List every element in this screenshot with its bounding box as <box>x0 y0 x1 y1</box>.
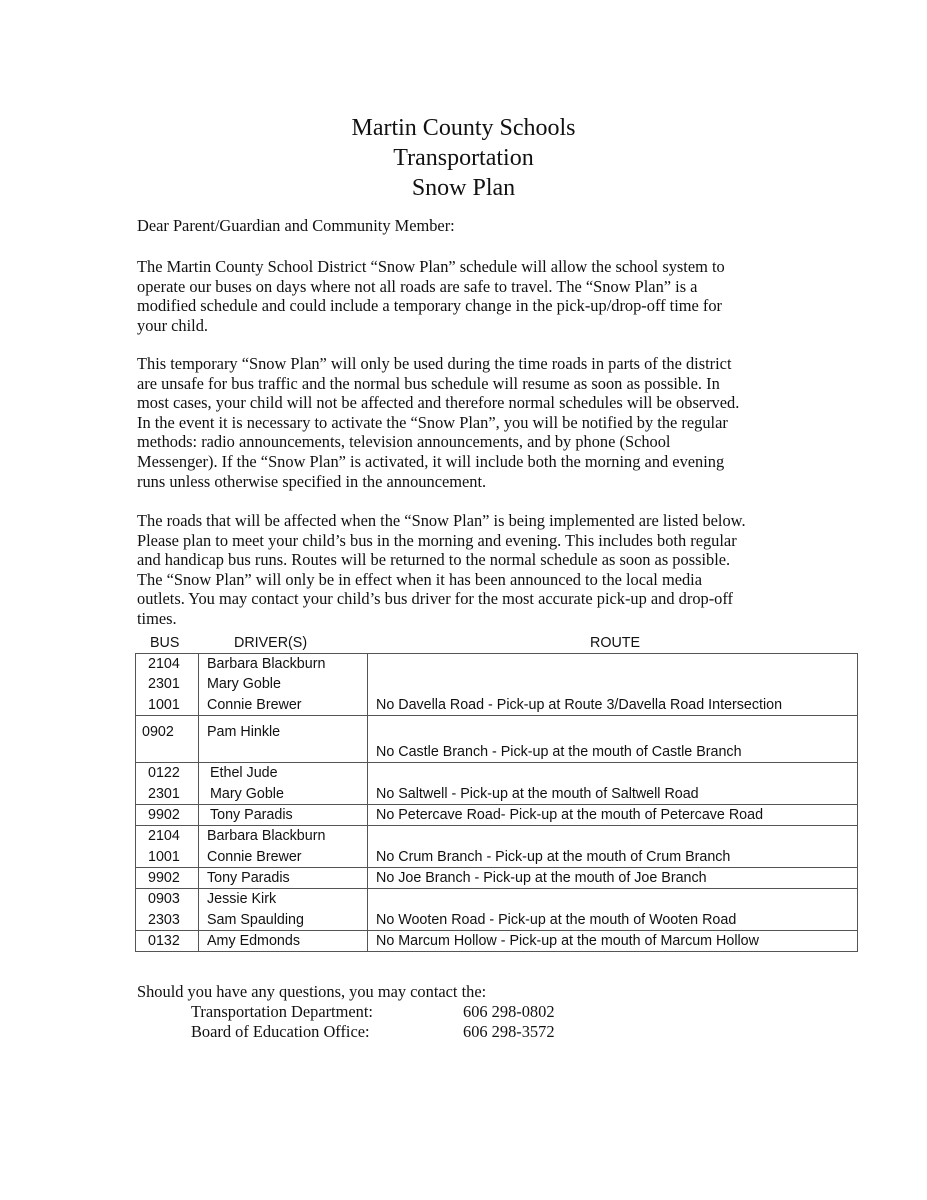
contact-label: Transportation Department: <box>191 1002 373 1021</box>
cell-spacer <box>199 742 367 762</box>
paragraph-line: most cases, your child will not be affected and therefore normal schedules will be observed. <box>137 393 740 413</box>
route-cell <box>368 930 858 951</box>
paragraph-line: This temporary “Snow Plan” will only be used during the time roads in parts of the district <box>137 354 732 373</box>
route-cell <box>368 889 858 931</box>
paragraph-line: times. <box>137 608 177 628</box>
table-row <box>136 805 858 826</box>
driver-name: Jessie Kirk <box>207 891 277 908</box>
column-header-bus: BUS <box>150 635 180 651</box>
route-cell <box>368 826 858 868</box>
driver-name: Tony Paradis <box>210 807 293 824</box>
driver-cell <box>199 654 368 716</box>
bus-number: 2104 <box>148 828 180 845</box>
paragraph-line: are unsafe for bus traffic and the normal bus schedule will resume as soon as possible. In <box>137 373 720 393</box>
paragraph-line: The “Snow Plan” will only be in effect when it has been announced to the local media <box>137 569 703 589</box>
route-description: No Castle Branch - Pick-up at the mouth of Castle Branch <box>376 744 742 761</box>
route-description: No Wooten Road - Pick-up at the mouth of Wooten Road <box>376 911 737 928</box>
bus-cell <box>136 763 199 805</box>
contact-phone: 606 298-3572 <box>463 1022 555 1041</box>
paragraph-line: The Martin County School District “Snow Plan” schedule will allow the school system to <box>137 257 725 276</box>
bus-number: 0903 <box>148 891 180 908</box>
salutation-text: Dear Parent/Guardian and Community Member: <box>137 216 455 235</box>
driver-name: Sam Spaulding <box>207 911 304 928</box>
driver-name: Mary Goble <box>210 785 284 802</box>
contact-phone: 606 298-0802 <box>463 1002 555 1021</box>
paragraph-3 <box>137 511 817 629</box>
paragraph-line: outlets. You may contact your child’s bus driver for the most accurate pick-up and drop-off <box>137 589 733 609</box>
paragraph-line: The roads that will be affected when the “Snow Plan” is being implemented are listed below. <box>137 511 746 530</box>
bus-number: 0122 <box>148 765 180 782</box>
contact-intro: Should you have any questions, you may contact the: <box>137 982 487 1001</box>
driver-name: Barbara Blackburn <box>207 656 326 672</box>
driver-cell <box>199 715 368 763</box>
bus-number: 0132 <box>148 932 180 949</box>
table-row <box>136 654 858 716</box>
salutation <box>137 216 817 236</box>
driver-name: Connie Brewer <box>207 848 302 865</box>
bus-number: 2301 <box>148 676 180 693</box>
paragraph-line: methods: radio announcements, television announcements, and by phone (School <box>137 432 671 452</box>
route-description: No Petercave Road- Pick-up at the mouth of Petercave Road <box>376 807 764 824</box>
document-title <box>0 113 927 203</box>
driver-name: Tony Paradis <box>207 869 290 886</box>
column-header-route: ROUTE <box>590 635 641 651</box>
table-row <box>136 715 858 763</box>
driver-name: Amy Edmonds <box>207 932 300 949</box>
driver-name: Pam Hinkle <box>207 723 281 740</box>
bus-number: 2301 <box>148 785 180 802</box>
bus-cell <box>136 715 199 763</box>
paragraph-line: runs unless otherwise specified in the announcement. <box>137 471 487 491</box>
bus-cell <box>136 654 199 716</box>
route-description: No Marcum Hollow - Pick-up at the mouth of Marcum Hollow <box>376 932 759 949</box>
route-cell <box>368 715 858 763</box>
driver-cell <box>199 930 368 951</box>
contact-entry <box>137 1002 555 1022</box>
driver-name: Mary Goble <box>207 676 281 693</box>
table-row <box>136 763 858 805</box>
driver-cell <box>199 889 368 931</box>
paragraph-line: your child. <box>137 315 209 335</box>
route-description: No Joe Branch - Pick-up at the mouth of Joe Branch <box>376 869 707 886</box>
driver-name: Connie Brewer <box>207 696 302 713</box>
bus-cell <box>136 930 199 951</box>
driver-name: Ethel Jude <box>210 765 278 782</box>
contact-section <box>137 982 555 1042</box>
snow-plan-routes-table <box>135 653 858 952</box>
column-header-drivers: DRIVER(S) <box>234 635 308 651</box>
driver-name: Barbara Blackburn <box>207 828 326 845</box>
driver-cell <box>199 867 368 888</box>
bus-number: 0902 <box>142 723 174 740</box>
route-cell <box>368 654 858 716</box>
paragraph-1 <box>137 257 817 335</box>
title-line-3: Snow Plan <box>411 175 516 201</box>
paragraph-line: operate our buses on days where not all roads are safe to travel. The “Snow Plan” is a <box>137 276 698 296</box>
driver-cell <box>199 805 368 826</box>
route-description: No Crum Branch - Pick-up at the mouth of Crum Branch <box>376 848 731 865</box>
bus-number: 9902 <box>148 869 180 886</box>
table-row <box>136 867 858 888</box>
route-cell <box>368 805 858 826</box>
table-row <box>136 889 858 931</box>
bus-cell <box>136 805 199 826</box>
route-cell <box>368 763 858 805</box>
driver-cell <box>199 763 368 805</box>
bus-number: 2303 <box>148 911 180 928</box>
paragraph-line: and handicap bus runs. Routes will be returned to the normal schedule as soon as possible. <box>137 550 731 570</box>
title-line-1: Martin County Schools <box>351 115 576 141</box>
route-description: No Saltwell - Pick-up at the mouth of Saltwell Road <box>376 785 699 802</box>
title-line-2: Transportation <box>393 145 534 171</box>
contact-entry <box>137 1022 555 1042</box>
bus-number: 1001 <box>148 696 180 713</box>
driver-cell <box>199 826 368 868</box>
route-description: No Davella Road - Pick-up at Route 3/Davella Road Intersection <box>376 696 783 713</box>
table-row <box>136 826 858 868</box>
paragraph-line: In the event it is necessary to activate the “Snow Plan”, you will be notified by the regular <box>137 412 728 432</box>
paragraph-line: Please plan to meet your child’s bus in the morning and evening. This includes both regular <box>137 530 737 550</box>
paragraph-line: Messenger). If the “Snow Plan” is activated, it will include both the morning and evening <box>137 451 725 471</box>
route-cell <box>368 867 858 888</box>
paragraph-line: modified schedule and could include a temporary change in the pick-up/drop-off time for <box>137 296 723 316</box>
contact-label: Board of Education Office: <box>191 1022 370 1041</box>
bus-cell <box>136 867 199 888</box>
bus-cell <box>136 889 199 931</box>
cell-spacer <box>136 742 198 762</box>
paragraph-2 <box>137 354 817 491</box>
bus-number: 9902 <box>148 807 180 824</box>
table-row <box>136 930 858 951</box>
bus-number: 1001 <box>148 848 180 865</box>
bus-cell <box>136 826 199 868</box>
bus-number: 2104 <box>148 656 180 672</box>
